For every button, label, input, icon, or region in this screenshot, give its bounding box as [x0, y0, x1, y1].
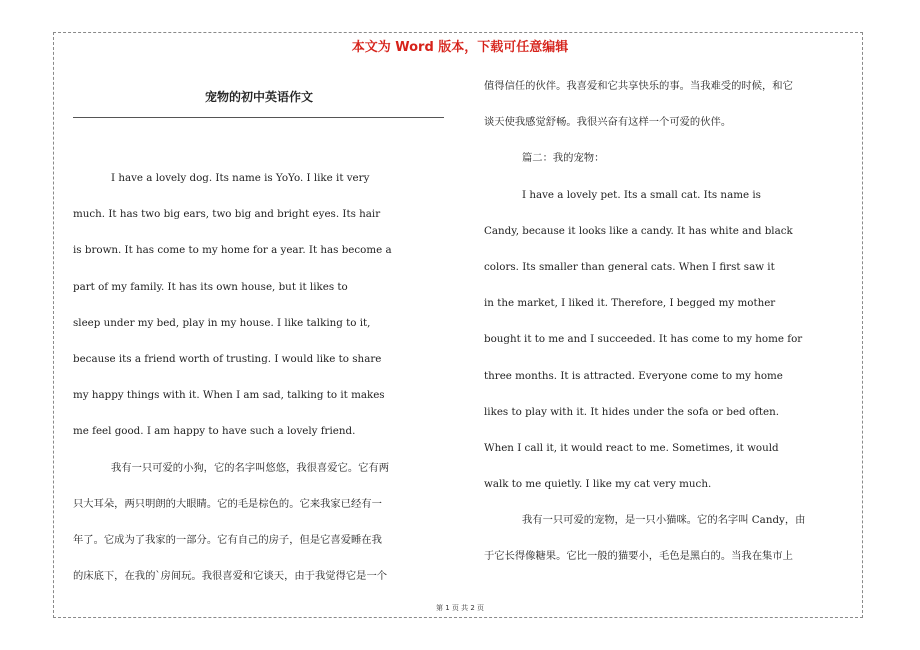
- right-column: [484, 68, 805, 575]
- text-line: 值得信任的伙伴。我喜爱和它共享快乐的事。当我难受的时候，和它: [484, 80, 793, 92]
- text-line: I have a lovely pet. Its a small cat. Its name is: [522, 188, 761, 201]
- text-line: 谈天使我感觉舒畅。我很兴奋有这样一个可爱的伙伴。: [484, 116, 732, 129]
- text-line: 我有一只可爱的宠物，是一只小猫咪。它的名字叫 Candy，由: [522, 514, 806, 527]
- edit-notice-banner: 本文为 Word 版本，下载可任意编辑: [351, 40, 569, 55]
- text-line: walk to me quietly. I like my cat very much.: [484, 478, 712, 491]
- text-line: much. It has two big ears, two big and bright eyes. Its hair: [73, 208, 381, 221]
- text-line: bought it to me and I succeeded. It has come to my home for: [484, 333, 803, 346]
- text-line: in the market, I liked it. Therefore, I begged my mother: [484, 297, 776, 310]
- text-line: because its a friend worth of trusting. I would like to share: [73, 352, 382, 365]
- text-line: sleep under my bed, play in my house. I like talking to it,: [73, 316, 371, 329]
- text-line: likes to play with it. It hides under the sofa or bed often.: [484, 405, 780, 418]
- text-line: 我有一只可爱的小狗，它的名字叫悠悠，我很喜爱它。它有两: [111, 461, 390, 474]
- text-line: me feel good. I am happy to have such a lovely friend.: [73, 425, 356, 438]
- text-line: 年了。它成为了我家的一部分。它有自己的房子，但是它喜爱睡在我: [73, 533, 382, 546]
- title-divider: [73, 117, 444, 118]
- text-line: part of my family. It has its own house, but it likes to: [73, 280, 348, 293]
- text-line: is brown. It has come to my home for a year. It has become a: [73, 244, 392, 257]
- left-column: [73, 160, 392, 594]
- text-line: 只大耳朵，两只明朗的大眼睛。它的毛是棕色的。它来我家已经有一: [73, 497, 382, 510]
- text-line: three months. It is attracted. Everyone come to my home: [484, 369, 783, 382]
- page-number: 第 1 页 共 2 页: [435, 604, 485, 612]
- text-line: my happy things with it. When I am sad, talking to it makes: [73, 389, 385, 402]
- text-line: Candy, because it looks like a candy. It has white and black: [484, 224, 793, 237]
- text-line: 于它长得像糖果。它比一般的猫要小，毛色是黑白的。当我在集市上: [484, 550, 793, 563]
- text-line: I have a lovely dog. Its name is YoYo. I like it very: [111, 172, 370, 184]
- section-heading: 篇二：我的宠物：: [522, 152, 605, 165]
- text-line: 的床底下，在我的`房间玩。我很喜爱和它谈天，由于我觉得它是一个: [73, 570, 388, 583]
- page-title: 宠物的初中英语作文: [204, 90, 313, 104]
- text-line: When I call it, it would react to me. Sometimes, it would: [484, 441, 779, 454]
- text-line: colors. Its smaller than general cats. When I first saw it: [484, 260, 775, 273]
